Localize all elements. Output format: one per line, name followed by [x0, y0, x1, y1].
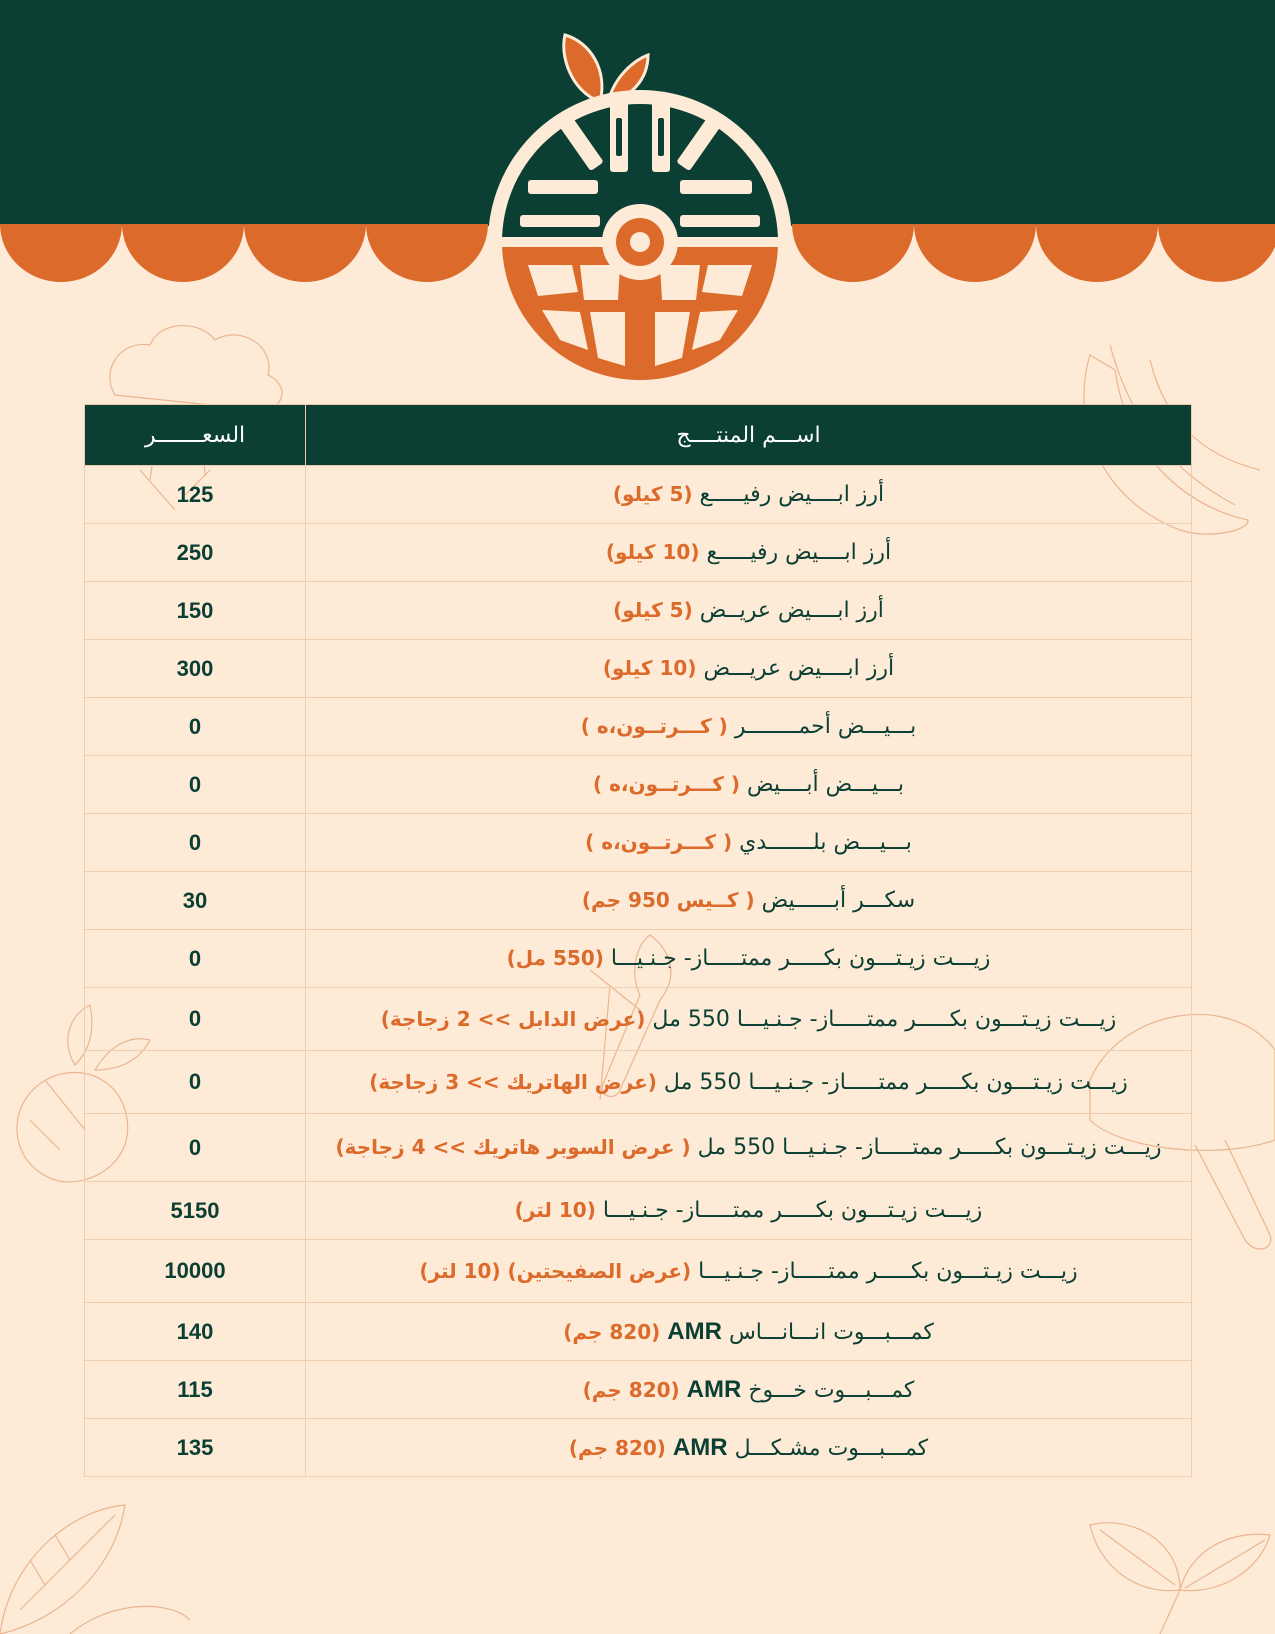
table-row — [85, 640, 1192, 698]
product-name-cell — [306, 930, 1192, 988]
product-name-cell — [306, 988, 1192, 1051]
brand-label: AMR — [672, 1433, 728, 1461]
product-name-cell — [306, 1051, 1192, 1114]
table-row — [85, 930, 1192, 988]
product-name: أرز ابــــيض عريـــض — [703, 656, 895, 681]
product-size-note: (10 كيلو) — [605, 540, 700, 564]
product-name: سكـــر أبــــــيض — [761, 888, 916, 913]
product-size-note: (5 كيلو) — [612, 482, 693, 506]
product-name: زيـــت زيـتـــون بكـــــر ممتـــــاز- جـنـيـــا 550 مل — [663, 1069, 1128, 1095]
product-name: أرز ابــــيض رفيـــــع — [706, 540, 892, 565]
header-product-name: اســـم المنتــــج — [306, 405, 1192, 466]
brand-label: AMR — [667, 1317, 722, 1345]
table-row — [85, 1051, 1192, 1114]
product-size-note: (820 جم) — [582, 1377, 680, 1402]
product-size-note: (820 جم) — [568, 1435, 666, 1460]
table-row — [85, 1303, 1192, 1361]
product-price: 0 — [85, 988, 306, 1051]
product-name-cell — [306, 1182, 1192, 1240]
table-row — [85, 524, 1192, 582]
table-row — [85, 1114, 1192, 1182]
product-size-note: (10 لتر) — [514, 1198, 596, 1222]
product-size-note: ( كـــرتــون،ه ) — [580, 714, 728, 738]
table-row — [85, 1182, 1192, 1240]
product-size-note: (5 كيلو) — [613, 598, 693, 622]
product-price: 0 — [85, 756, 306, 814]
product-size-note: (عرض الصفيحتين) (10 لتر) — [419, 1258, 692, 1283]
product-name: كمـــبـــوت مشـكـــل — [734, 1435, 929, 1461]
table-row — [85, 988, 1192, 1051]
product-name-cell — [306, 1114, 1192, 1182]
product-price: 150 — [85, 582, 306, 640]
product-name-cell — [306, 1303, 1192, 1361]
table-row — [85, 1361, 1192, 1419]
table-row — [85, 582, 1192, 640]
product-price: 10000 — [85, 1240, 306, 1303]
product-name: زيـــت زيـتـــون بكـــــر ممتـــــاز- جـنـيـــا — [610, 946, 991, 971]
product-name: زيـــت زيـتـــون بكـــــر ممتـــــاز- جـنـيـــا — [602, 1198, 983, 1223]
product-name-cell — [306, 524, 1192, 582]
product-price: 0 — [85, 814, 306, 872]
table-row — [85, 756, 1192, 814]
product-name-cell — [306, 582, 1192, 640]
product-price: 300 — [85, 640, 306, 698]
product-price: 0 — [85, 1051, 306, 1114]
product-name: بـــيـــض بلـــــــدي — [739, 830, 912, 855]
product-name: أرز ابــــيض عريــض — [699, 598, 884, 623]
product-name: زيـــت زيـتـــون بكـــــر ممتـــــاز- جـنـيـــا 550 مل — [652, 1006, 1117, 1032]
store-logo — [480, 30, 800, 390]
product-name: بـــيـــض أحمــــــــر — [734, 714, 917, 739]
table-row — [85, 466, 1192, 524]
product-name-cell — [306, 698, 1192, 756]
product-name-cell — [306, 1240, 1192, 1303]
product-name: بـــيـــض أبــــيض — [746, 772, 904, 797]
table-row — [85, 1419, 1192, 1477]
product-name-cell — [306, 640, 1192, 698]
product-name: زيـــت زيـتـــون بكـــــر ممتـــــاز- جـنـيـــا — [698, 1258, 1078, 1284]
table-row — [85, 814, 1192, 872]
product-name-cell — [306, 1361, 1192, 1419]
table-row — [85, 872, 1192, 930]
product-name: كمـــبـــوت خـــوخ — [748, 1377, 915, 1403]
product-name-cell — [306, 466, 1192, 524]
table-row — [85, 698, 1192, 756]
product-size-note: (820 جم) — [563, 1319, 661, 1344]
product-price: 0 — [85, 1114, 306, 1182]
product-size-note: ( عرض السوبر هاتريك >> 4 زجاجة) — [335, 1135, 691, 1159]
product-name: كمـــبـــوت انـــانـــاس — [728, 1319, 934, 1345]
product-price: 135 — [85, 1419, 306, 1477]
product-size-note: (10 كيلو) — [602, 656, 697, 680]
product-name: أرز ابــــيض رفيـــــع — [699, 482, 885, 507]
product-price: 250 — [85, 524, 306, 582]
product-size-note: (550 مل) — [506, 946, 604, 970]
product-size-note: (عرض الدابل >> 2 زجاجة) — [380, 1006, 646, 1031]
product-price: 0 — [85, 930, 306, 988]
product-name-cell — [306, 1419, 1192, 1477]
product-size-note: (عرض الهاتريك >> 3 زجاجة) — [369, 1069, 657, 1094]
product-name-cell — [306, 756, 1192, 814]
product-price: 140 — [85, 1303, 306, 1361]
product-size-note: ( كــيس 950 جم) — [581, 888, 755, 912]
product-price: 115 — [85, 1361, 306, 1419]
price-table — [84, 404, 1192, 1477]
product-size-note: ( كـــرتــون،ه ) — [593, 772, 740, 796]
header-price: السعـــــــر — [85, 405, 306, 466]
table-header-row — [85, 405, 1192, 466]
product-name-cell — [306, 872, 1192, 930]
table-row — [85, 1240, 1192, 1303]
product-size-note: ( كـــرتــون،ه ) — [585, 830, 733, 854]
product-price: 5150 — [85, 1182, 306, 1240]
product-price: 0 — [85, 698, 306, 756]
product-price: 125 — [85, 466, 306, 524]
product-name-cell — [306, 814, 1192, 872]
product-price: 30 — [85, 872, 306, 930]
brand-label: AMR — [686, 1375, 742, 1403]
product-name: زيـــت زيـتـــون بكـــــر ممتـــــاز- جـنـيـــا 550 مل — [697, 1135, 1162, 1160]
